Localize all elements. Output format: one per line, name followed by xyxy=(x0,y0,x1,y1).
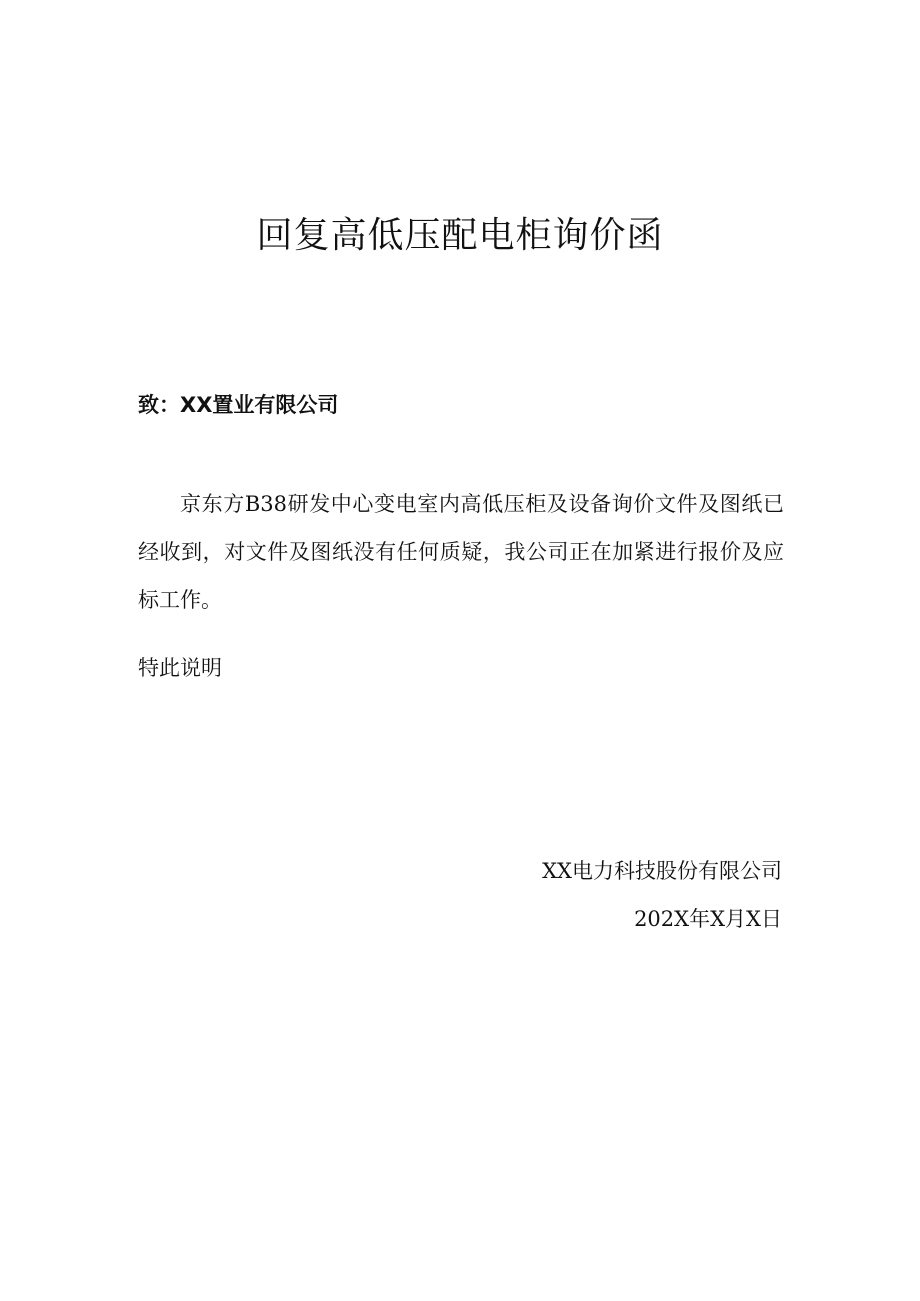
closing-line: 特此说明 xyxy=(138,656,222,680)
signature-company: XX电力科技股份有限公司 xyxy=(542,859,782,883)
signature-date: 202X年X月X日 xyxy=(634,907,782,931)
recipient-line: 致：XX置业有限公司 xyxy=(138,393,339,417)
body-paragraph: 京东方B38研发中心变电室内高低压柜及设备询价文件及图纸已经收到，对文件及图纸没有任何质疑，我公司正在加紧进行报价及应标工作。 xyxy=(138,492,784,612)
document-title: 回复高低压配电柜询价函 xyxy=(256,215,664,256)
signature-block xyxy=(542,847,782,943)
